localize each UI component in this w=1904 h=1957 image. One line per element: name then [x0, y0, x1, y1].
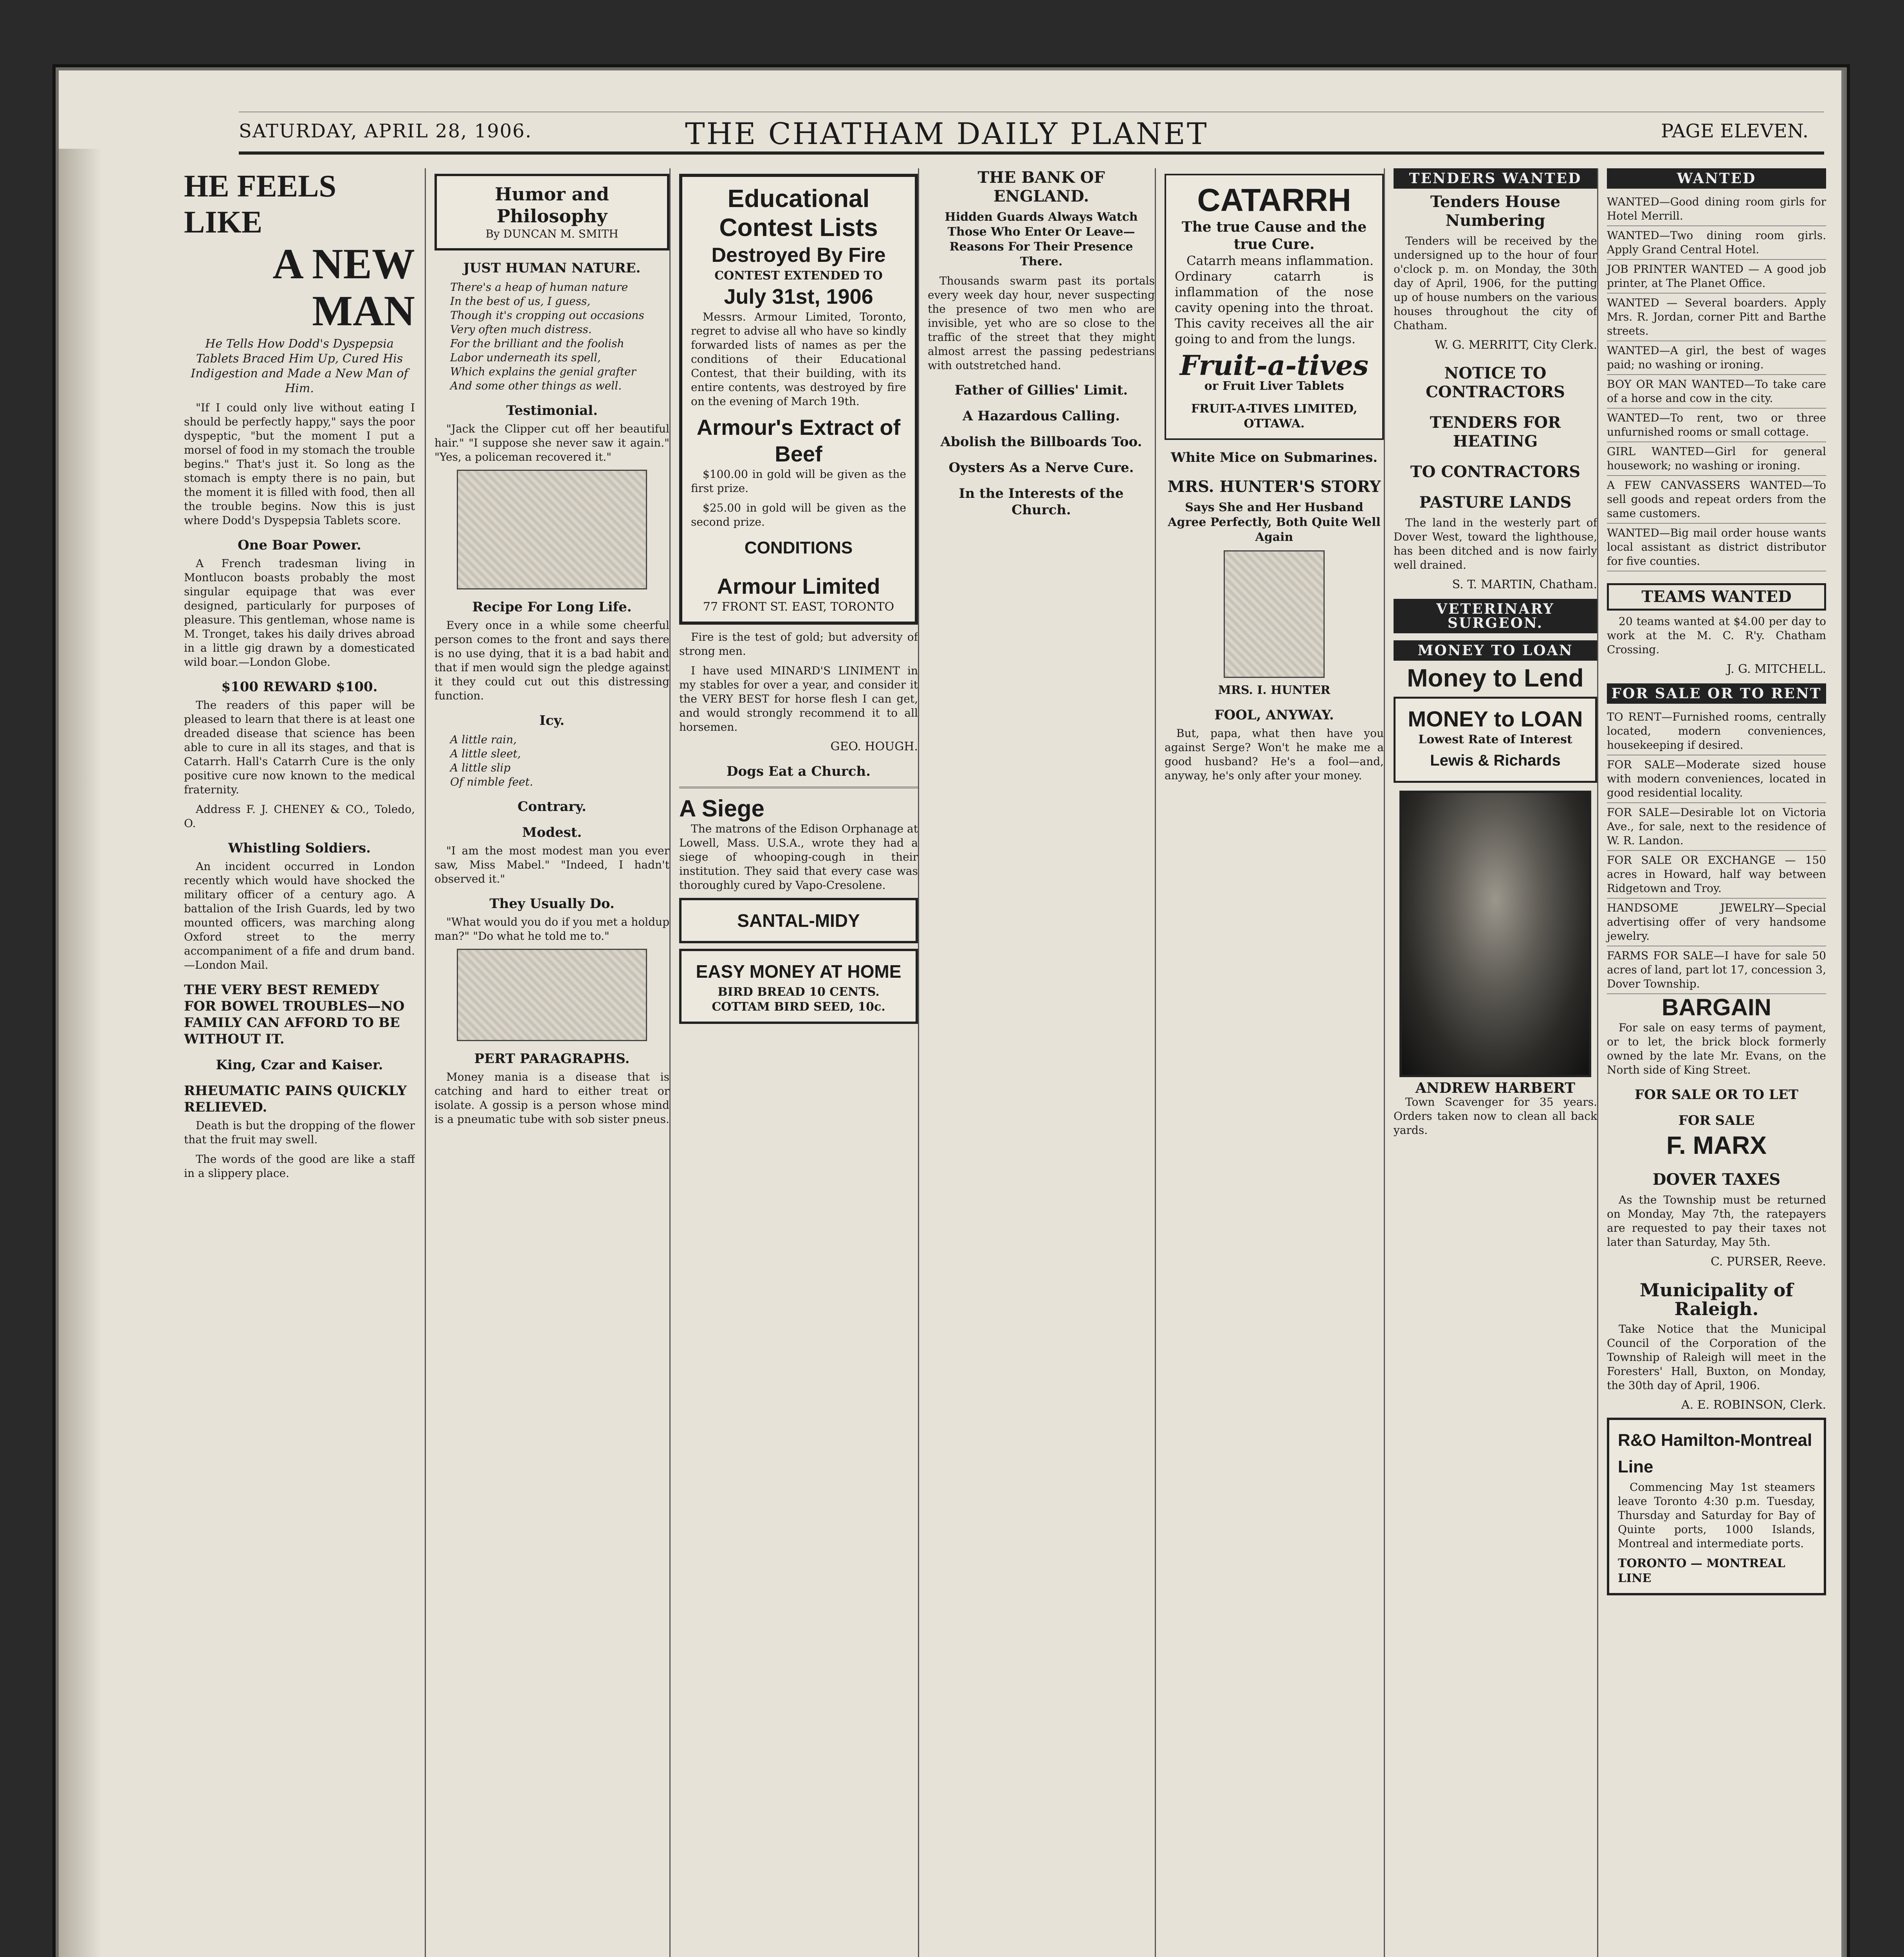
easy-money-ad: [679, 949, 918, 1024]
prize-2: $25.00 in gold will be given as the second prize.: [691, 501, 906, 528]
merritt-signature: W. G. MERRITT, City Clerk.: [1435, 338, 1597, 352]
hunter-heading: MRS. HUNTER'S STORY: [1167, 478, 1381, 496]
contractors-heading: NOTICE TO CONTRACTORS: [1426, 364, 1565, 401]
church-heading: Dogs Eat a Church.: [727, 764, 871, 779]
classified-ad: FOR SALE—Moderate sized house with modern conveniences, located in good residential locality.: [1607, 755, 1826, 803]
verse-line: A little slip: [450, 761, 511, 774]
ro-title: R&O Hamilton-Montreal Line: [1618, 1431, 1812, 1476]
classified-ad: JOB PRINTER WANTED — A good job printer, at The Planet Office.: [1607, 260, 1826, 294]
masthead: [239, 112, 1824, 155]
humor-title: Humor and Philosophy: [495, 184, 609, 227]
soldiers-heading: Whistling Soldiers.: [228, 840, 371, 856]
verse-line: Though it's cropping out occasions: [450, 309, 644, 322]
couple-illustration: [457, 949, 647, 1041]
siege-title: A Siege: [679, 795, 764, 822]
sale-bar: FOR SALE OR TO RENT: [1607, 683, 1826, 704]
catarrh-ad: [1165, 174, 1384, 440]
verse-line: There's a heap of human nature: [450, 281, 628, 294]
fruit-a-tives-title: Fruit-a-tives: [1179, 349, 1369, 382]
verse-line: A little sleet,: [450, 747, 521, 760]
page-edge-stain: [59, 149, 102, 1957]
bank-body: Thousands swarm past its portals every week day hour, never suspecting the presence of two men who are invisible, yet who are so close to the traffic of the street that they might almost arrest the passing pedestrians with outstretched hand.: [928, 274, 1155, 372]
pert-body: Money mania is a disease that is catching and hard to either treat or isolate. A gossip is a person whose mind is a pneumatic tube with sob sister pneus.: [435, 1070, 669, 1126]
cottam-seed: COTTAM BIRD SEED, 10c.: [712, 1000, 885, 1014]
pasture-body: The land in the westerly part of Dover West, toward the lighthouse, has been ditched and is now fairly well drained.: [1394, 516, 1597, 571]
classified-ad: WANTED—Good dining room girls for Hotel Merrill.: [1607, 193, 1826, 226]
classified-ad: WANTED—Two dining room girls. Apply Grand Central Hotel.: [1607, 226, 1826, 260]
humor-byline: By DUNCAN M. SMITH: [485, 227, 618, 240]
classified-ad: WANTED—A girl, the best of wages paid; no washing or ironing.: [1607, 341, 1826, 375]
verse-line: And some other things as well.: [450, 379, 622, 392]
page-fold: [1841, 70, 1844, 1957]
modest-body: "I am the most modest man you ever saw, Miss Mabel." "Indeed, I hadn't observed it.": [435, 844, 669, 885]
ro-body: Commencing May 1st steamers leave Toronto 4:30 p.m. Tuesday, Thursday and Saturday for Bay of Quinte ports, 1000 Islands, Montreal and intermediate ports.: [1618, 1481, 1815, 1550]
gillies-heading: Father of Gillies' Limit.: [954, 382, 1128, 398]
modest-heading: Modest.: [522, 825, 582, 840]
fruit-a-tives-subtitle: or Fruit Liver Tablets: [1204, 379, 1344, 393]
paper-name: THE CHATHAM DAILY PLANET: [685, 116, 1208, 151]
usually-body: "What would you do if you met a holdup man?" "Do what he told me to.": [435, 915, 669, 942]
catarrh-body: Catarrh means inflammation. Ordinary catarrh is inflammation of the nose cavity opening into the throat. This cavity receives all the air going to and from the lungs.: [1175, 253, 1374, 346]
heating-heading: TENDERS FOR HEATING: [1430, 413, 1561, 451]
humor-header-box: [435, 174, 669, 250]
verse-line: Which explains the genial grafter: [450, 365, 636, 378]
oysters-heading: Oysters As a Nerve Cure.: [948, 460, 1134, 476]
column-6: [1384, 168, 1597, 1957]
date-line: SATURDAY, APRIL 28, 1906.: [239, 120, 532, 142]
liniment-signature: GEO. HOUGH.: [830, 740, 918, 753]
martin-signature: S. T. MARTIN, Chatham.: [1452, 578, 1597, 591]
classified-ad: FARMS FOR SALE—I have for sale 50 acres of land, part lot 17, concession 3, Dover Township.: [1607, 946, 1826, 994]
bank-heading: THE BANK OF ENGLAND.: [977, 168, 1105, 205]
classified-ad: HANDSOME JEWELRY—Special advertising offer of very handsome jewelry.: [1607, 899, 1826, 946]
loan-box-title: MONEY to LOAN: [1408, 706, 1583, 731]
testimonial-heading: Testimonial.: [506, 403, 598, 418]
recipe-heading: Recipe For Long Life.: [472, 599, 632, 615]
contrary-heading: Contrary.: [517, 799, 586, 815]
contest-body: Messrs. Armour Limited, Toronto, regret to advise all who have so kindly forwarded lists of names as per the conditions of their Educational Contest, that their building, with its entire contents, was destroyed by fire on the evening of March 19th.: [691, 310, 906, 408]
loan-bar: MONEY TO LOAN: [1394, 640, 1597, 661]
reward-body: The readers of this paper will be pleased to learn that there is at least one dreaded disease that science has been able to cure in all its stages, and that is Catarrh. Hall's Catarrh Cure is the only positive cure now known to the medical fraternity.: [184, 699, 415, 796]
contest-subtitle: Destroyed By Fire: [711, 244, 886, 267]
recipe-body: Every once in a while some cheerful person comes to the front and says there is no use dying, that it is a bad habit and that if men would sign the pledge against it they could cut out this distressing function.: [435, 619, 669, 702]
conditions-heading: CONDITIONS: [744, 538, 853, 557]
liniment-body: I have used MINARD'S LINIMENT in my stables for over a year, and consider it the VERY BEST for horse flesh I can get, and would strongly recommend it to all horsemen.: [679, 664, 918, 733]
contest-extended: CONTEST EXTENDED TO: [714, 269, 883, 283]
remedy-heading: THE VERY BEST REMEDY FOR BOWEL TROUBLES—NO FAMILY CAN AFFORD TO BE WITHOUT IT.: [184, 982, 405, 1047]
billboards-heading: Abolish the Billboards Too.: [940, 434, 1142, 450]
reward-address: Address F. J. CHENEY & CO., Toledo, O.: [184, 803, 415, 830]
classified-ad: A FEW CANVASSERS WANTED—To sell goods and repeat orders from the same customers.: [1607, 476, 1826, 524]
policeman-illustration: [457, 470, 647, 589]
let-heading: FOR SALE OR TO LET: [1634, 1087, 1799, 1103]
column-2: [425, 168, 669, 1957]
harbert-caption: Town Scavenger for 35 years. Orders taken now to clean all back yards.: [1394, 1096, 1597, 1137]
easy-money-title: EASY MONEY AT HOME: [696, 961, 902, 982]
newspaper-page: [59, 70, 1844, 1957]
mice-heading: White Mice on Submarines.: [1170, 450, 1378, 465]
closing-line-1: Death is but the dropping of the flower that the fruit may swell.: [184, 1119, 415, 1146]
loan-box: [1394, 697, 1597, 783]
bargain-body: For sale on easy terms of payment, or to let, the brick block formerly owned by the late Mr. Evans, on the North side of King Street.: [1607, 1021, 1826, 1076]
hunter-portrait: [1224, 550, 1325, 678]
bank-deck: Hidden Guards Always Watch Those Who Enter Or Leave—Reasons For Their Presence There.: [945, 210, 1138, 269]
marx-name: F. MARX: [1666, 1131, 1767, 1159]
purser-signature: C. PURSER, Reeve.: [1711, 1255, 1826, 1269]
article-title-b: A NEW MAN: [272, 240, 415, 335]
catarrh-deck: The true Cause and the true Cure.: [1181, 219, 1367, 252]
ro-montreal: TORONTO — MONTREAL LINE: [1618, 1557, 1785, 1585]
page-number: PAGE ELEVEN.: [1661, 120, 1808, 142]
extract-title: Armour's Extract of Beef: [696, 415, 901, 466]
classified-ad: BOY OR MAN WANTED—To take care of a horse and cow in the city.: [1607, 375, 1826, 409]
fruit-a-tives-maker: FRUIT-A-TIVES LIMITED, OTTAWA.: [1191, 402, 1358, 431]
bird-bread: BIRD BREAD 10 CENTS.: [718, 985, 880, 999]
rheumatic-heading: RHEUMATIC PAINS QUICKLY RELIEVED.: [184, 1083, 407, 1115]
verse-line: In the best of us, I guess,: [450, 295, 591, 308]
teams-heading: TEAMS WANTED: [1607, 583, 1826, 611]
nature-verse: [450, 280, 669, 393]
harbert-name: ANDREW HARBERT: [1415, 1080, 1576, 1096]
dover-body: As the Township must be returned on Monday, May 7th, the ratepayers are requested to pay their taxes not later than Saturday, May 5th.: [1607, 1193, 1826, 1249]
nature-heading: JUST HUMAN NATURE.: [463, 260, 641, 276]
numbering-body: Tenders will be received by the undersigned up to the hour of four o'clock p. m. on Monday, the 30th day of April, 1906, for the putting up of house numbers on the various houses throughout the city of Chatham.: [1394, 234, 1597, 332]
raleigh-body: Take Notice that the Municipal Council of the Corporation of the Township of Raleigh will meet in the Foresters' Hall, Buxton, on Monday, the 30th day of April, 1906.: [1607, 1323, 1826, 1392]
lend-title: Money to Lend: [1407, 664, 1584, 692]
classified-ad: FOR SALE OR EXCHANGE — 150 acres in Howard, half way between Ridgetown and Troy.: [1607, 851, 1826, 899]
kaiser-heading: King, Czar and Kaiser.: [216, 1057, 383, 1073]
wanted-bar: WANTED: [1607, 168, 1826, 189]
classified-ad: WANTED — Several boarders. Apply Mrs. R. Jordan, corner Pitt and Barthe streets.: [1607, 294, 1826, 341]
article-title-a: HE FEELS LIKE: [184, 169, 337, 240]
calling-heading: A Hazardous Calling.: [963, 408, 1120, 424]
numbering-heading: Tenders House Numbering: [1430, 193, 1561, 230]
column-5: [1155, 168, 1384, 1957]
fire-line: Fire is the test of gold; but adversity of strong men.: [679, 631, 918, 658]
divider: [679, 787, 918, 788]
column-7: [1597, 168, 1826, 1957]
hunter-deck: Says She and Her Husband Agree Perfectly, Both Quite Well Again: [1168, 501, 1381, 544]
verse-line: Of nimble feet.: [450, 775, 533, 788]
loan-box-subtitle: Lowest Rate of Interest: [1418, 733, 1572, 746]
column-3: [669, 168, 918, 1957]
verse-line: Labor underneath its spell,: [450, 351, 601, 364]
company-address: 77 FRONT ST. EAST, TORONTO: [703, 600, 894, 614]
testimonial-body: "Jack the Clipper cut off her beautiful hair." "I suppose she never saw it again." "Yes, a policeman recovered it.": [435, 422, 669, 463]
icy-heading: Icy.: [539, 713, 565, 728]
contest-title: Educational Contest Lists: [719, 184, 878, 241]
ro-line-ad: [1607, 1418, 1826, 1595]
fool-heading: FOOL, ANYWAY.: [1214, 707, 1334, 723]
classified-ad: WANTED—Big mail order house wants local assistant as district distributor for five counties.: [1607, 524, 1826, 571]
church-interest-heading: In the Interests of the Church.: [959, 486, 1124, 518]
prize-1: $100.00 in gold will be given as the first prize.: [691, 468, 906, 495]
bargain-heading: BARGAIN: [1662, 994, 1771, 1020]
classified-ad: FOR SALE—Desirable lot on Victoria Ave., for sale, next to the residence of W. R. Landon.: [1607, 803, 1826, 851]
tenders-bar: TENDERS WANTED: [1394, 168, 1597, 189]
contractors2-heading: TO CONTRACTORS: [1410, 463, 1581, 481]
boar-heading: One Boar Power.: [238, 537, 361, 553]
classified-ad: GIRL WANTED—Girl for general housework; no washing or ironing.: [1607, 442, 1826, 476]
column-1: [184, 168, 415, 1957]
mitchell-signature: J. G. MITCHELL.: [1727, 662, 1826, 676]
verse-line: For the brilliant and the foolish: [450, 337, 624, 350]
siege-body: The matrons of the Edison Orphanage at Lowell, Mass. U.S.A., wrote they had a siege of whooping-cough in their institution. They said that every case was thoroughly cured by Vapo-Cresolene.: [679, 822, 918, 892]
teams-body: 20 teams wanted at $4.00 per day to work at the M. C. R'y. Chatham Crossing.: [1607, 615, 1826, 656]
article-deck: He Tells How Dodd's Dyspepsia Tablets Braced Him Up, Cured His Indigestion and Made a New Man of Him.: [191, 337, 408, 395]
harbert-portrait: [1399, 791, 1591, 1077]
classified-ad: TO RENT—Furnished rooms, centrally located, modern conveniences, housekeeping if desired.: [1607, 708, 1826, 755]
vet-bar: VETERINARY SURGEON.: [1394, 599, 1597, 633]
icy-verse: [450, 733, 669, 789]
dover-heading: DOVER TAXES: [1652, 1170, 1781, 1189]
loan-box-firm: Lewis & Richards: [1430, 752, 1561, 769]
santal-ad: [679, 898, 918, 943]
forsale-heading: FOR SALE: [1678, 1113, 1755, 1128]
fool-body: But, papa, what then have you against Serge? Won't he make me a good husband? He's a fool—and, anyway, he's only after your money.: [1165, 727, 1384, 782]
usually-heading: They Usually Do.: [489, 896, 615, 912]
closing-line-2: The words of the good are like a staff in a slippery place.: [184, 1153, 415, 1180]
verse-line: Very often much distress.: [450, 323, 592, 336]
soldiers-body: An incident occurred in London recently which would have shocked the military officer of a century ago. A battalion of the Irish Guards, led by two mounted officers, was marching along Oxford street to the merry accompaniment of a fife and drum band.—London Mail.: [184, 860, 415, 971]
pasture-heading: PASTURE LANDS: [1419, 493, 1572, 512]
column-4: [918, 168, 1155, 1957]
classified-ad: WANTED—To rent, two or three unfurnished rooms or small cottage.: [1607, 409, 1826, 442]
robinson-signature: A. E. ROBINSON, Clerk.: [1681, 1398, 1826, 1412]
reward-heading: $100 REWARD $100.: [221, 679, 378, 695]
article-body: "If I could only live without eating I should be perfectly happy," says the poor dyspeptic, "but the moment I put a morsel of food in my stomach the trouble begins." That's just it. So long as the stomach is empty there is no pain, but the moment it is filled with food, then all the trouble begins. Now this is just where Dodd's Dyspepsia Tablets score.: [184, 401, 415, 527]
verse-line: A little rain,: [450, 733, 517, 746]
raleigh-heading: Municipality of Raleigh.: [1639, 1279, 1794, 1319]
santal-title: SANTAL-MIDY: [737, 910, 860, 931]
educational-contest-ad: [679, 174, 918, 625]
hunter-caption: MRS. I. HUNTER: [1218, 683, 1331, 697]
sale-list: [1607, 708, 1826, 994]
boar-body: A French tradesman living in Montlucon boasts probably the most singular equipage that was ever designed, particularly for purposes of pleasure. This gentleman, whose name is M. Tronget, takes his daily drives abroad in a little gig drawn by a domesticated wild boar.—London Globe.: [184, 557, 415, 669]
wanted-list: [1607, 193, 1826, 571]
contest-date: July 31st, 1906: [724, 285, 873, 308]
pert-heading: PERT PARAGRAPHS.: [474, 1051, 630, 1067]
catarrh-title: CATARRH: [1197, 182, 1351, 218]
company-name: Armour Limited: [717, 574, 880, 598]
